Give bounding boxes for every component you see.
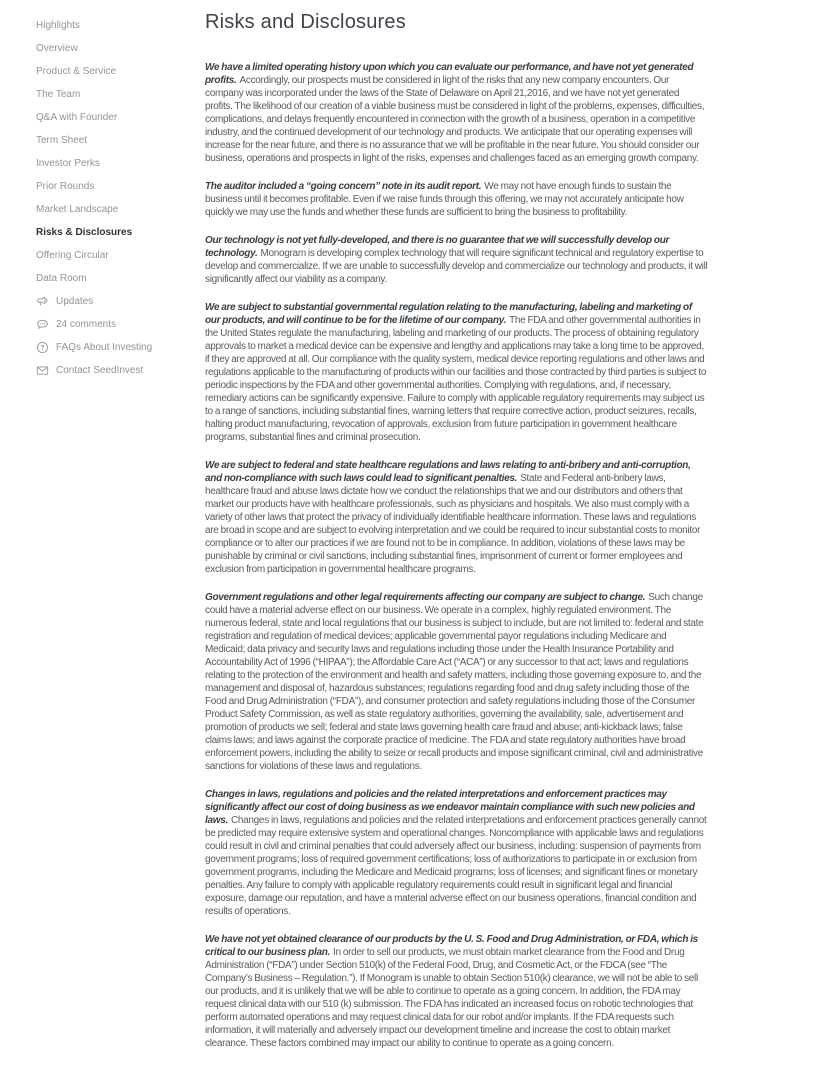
risk-paragraph-8	[205, 933, 708, 1050]
risk-lead: We have not yet obtained clearance of our products by the U. S. Food and Drug Administration, or FDA, which is critical to our business plan.	[205, 934, 698, 958]
risk-paragraph-7	[205, 788, 708, 918]
sidebar-item-comments[interactable]	[36, 313, 194, 336]
sidebar-item-the-team[interactable]: The Team	[36, 89, 81, 100]
risk-body: State and Federal anti-bribery laws, healthcare fraud and abuse laws dictate how we conduct the relationships that we and our distributors and others that market our products have with healthcare professionals, such as physicians and hospitals. We also must comply with a variety of other laws that protect the privacy of individually identifiable healthcare information. These laws and regulations are broad in scope and are subject to evolving interpretation and we could be required to incur substantial costs to monitor compliance or to alter our practices if we are found not to be in compliance. In addition, violations of these laws may be punishable by criminal or civil sanctions, including substantial fines, imprisonment of current or former employees and exclusion from participation in governmental healthcare programs.	[205, 473, 701, 575]
risk-lead: The auditor included a “going concern” note in its audit report.	[205, 181, 482, 192]
svg-text:?: ?	[40, 344, 45, 352]
risk-body: Such change could have a material adverse effect on our business. We operate in a complex, highly regulated environment. The numerous federal, state and local regulations that our business is subject to include, but are not limited to: federal and state registration and regulation of medical devices; applicable governmental payor regulations including Medicare and Medicaid; data privacy and security laws and regulations including those under the Health Insurance Portability and Accountability Act of 1996 (“HIPAA”); the Affordable Care Act (“ACA”) or any successor to that act; laws and regulations relating to the protection of the environment and health and safety matters, including those governing exposure to, and the management and disposal of, hazardous substances; regulations regarding food and drug safety including those of the Food and Drug Administration (“FDA”), and consumer protection and safety regulations including those of the Consumer Product Safety Commission, as well as state regulatory authorities, governing the availability, sale, advertisement and promotion of products we sell; federal and state laws governing health care fraud and abuse; anti-kickback laws; false claims laws; and laws against the corporate practice of medicine. The FDA and state regulatory authorities have broad enforcement powers, including the ability to seize or recall products and impose significant criminal, civil and administrative sanctions for violations of these laws and regulations.	[205, 592, 704, 772]
megaphone-icon	[36, 295, 49, 308]
risk-body: Changes in laws, regulations and policies and the related interpretations and enforcement practices generally cannot be predicted may require extensive system and operational changes. Noncompliance with applicable laws and regulations could result in civil and criminal penalties that could adversely affect our business, including: suspension of payments from government programs; loss of required government certifications; loss of authorizations to participate in or exclusion from government programs, including the Medicare and Medicaid programs; loss of licenses; and significant fines or monetary penalties. Any failure to comply with applicable regulatory requirements could result in significant legal and financial exposure, damage our reputation, and have a material adverse effect on our business operations, financial condition and results of operations.	[205, 815, 707, 917]
sidebar-item-label: FAQs About Investing	[56, 342, 153, 353]
risk-paragraph-3	[205, 234, 708, 286]
risk-lead: Government regulations and other legal requirements affecting our company are subject to change.	[205, 592, 646, 603]
sidebar	[36, 14, 194, 382]
sidebar-item-term-sheet[interactable]: Term Sheet	[36, 135, 88, 146]
risk-paragraph-5	[205, 459, 708, 576]
risk-paragraph-1	[205, 61, 708, 165]
risk-lead: Changes in laws, regulations and policies and the related interpretations and enforcement practices may significantly affect our cost of doing business as we endeavor maintain compliance with such new policies and laws.	[205, 789, 695, 826]
sidebar-item-contact[interactable]	[36, 359, 194, 382]
sidebar-item-label: Updates	[56, 296, 94, 307]
envelope-icon	[36, 364, 49, 377]
sidebar-item-overview[interactable]: Overview	[36, 43, 78, 54]
risk-lead: We are subject to substantial governmental regulation relating to the manufacturing, labeling and marketing of our products, and will continue to be for the lifetime of our company.	[205, 302, 692, 326]
risk-lead: We are subject to federal and state healthcare regulations and laws relating to anti-bribery and anti-corruption, and non-compliance with such laws could lead to significant penalties.	[205, 460, 691, 484]
sidebar-item-faqs[interactable]	[36, 336, 194, 359]
sidebar-item-prior-rounds[interactable]: Prior Rounds	[36, 181, 95, 192]
sidebar-item-label: Contact SeedInvest	[56, 365, 144, 376]
risk-paragraph-6	[205, 591, 708, 773]
risk-body: Accordingly, our prospects must be considered in light of the risks that any new company encounters. Our company was incorporated under the laws of the State of Delaware on April 21,2016, and we have not yet generated profits. The likelihood of our creation of a viable business must be considered in light of the problems, expenses, difficulties, complications, and delays frequently encountered in connection with the growth of a business, operation in a competitive industry, and the continued development of our technology and products. We anticipate that our operating expenses will increase for the near future, and there is no assurance that we will be profitable in the near future. You should consider our business, operations and prospects in light of the risks, expenses and challenges faced as an emerging growth company.	[205, 75, 705, 164]
page-title: Risks and Disclosures	[205, 11, 406, 33]
question-circle-icon	[36, 341, 49, 354]
risk-body: In order to sell our products, we must obtain market clearance from the Food and Drug Administration (“FDA”) under Section 510(k) of the Federal Food, Drug, and Cosmetic Act, or the FDCA (see “The Company’s Business – Regulation.”). If Monogram is unable to obtain Section 510(k) clearance, we will not be able to sell our products, and it is unlikely that we will be able to continue to operate as a going concern. In addition, the FDA may request clinical data with our 510 (k) submission. The FDA has indicated an increased focus on robotic technologies that perform automated operations and may request clinical data for our robot and/or implants. If the FDA requests such information, it will materially and adversely impact our development timeline and increase the cost to obtain market clearance. These factors combined may impact our ability to continue to operate as a going concern.	[205, 947, 698, 1049]
sidebar-item-investor-perks[interactable]: Investor Perks	[36, 158, 100, 169]
sidebar-item-market-landscape[interactable]: Market Landscape	[36, 204, 119, 215]
sidebar-item-updates[interactable]	[36, 290, 194, 313]
sidebar-item-product-service[interactable]: Product & Service	[36, 66, 117, 77]
risk-body: Monogram is developing complex technology that will require significant technical and regulatory expertise to develop and commercialize. If we are unable to successfully develop and commercialize our technology and products, it will significantly affect our viability as a company.	[205, 248, 708, 285]
sidebar-item-label: 24 comments	[56, 319, 117, 330]
speech-bubble-icon	[36, 318, 49, 331]
risk-body: The FDA and other governmental authorities in the United States regulate the manufacturing, labeling and marketing of our products. The process of obtaining regulatory approvals to market a medical device can be expensive and lengthy and applications may take a long time to be approved, if they are approved at all. Our compliance with the quality system, medical device reporting regulations and other laws and regulations applicable to the manufacturing of products within our facilities and those contracted by third parties is subject to periodic inspections by the FDA and other governmental authorities. Complying with regulations, and, if necessary, remediary actions can be significantly expensive. Failure to comply with applicable regulatory requirements may subject us to a range of sanctions, including substantial fines, warning letters that require corrective action, product seizures, recalls, halting product manufacturing, revocation of approvals, exclusion from future participation in government healthcare programs, substantial fines and criminal prosecution.	[205, 315, 707, 443]
risk-lead: Our technology is not yet fully-developed, and there is no guarantee that we will successfully develop our technology.	[205, 235, 670, 259]
risk-lead: We have a limited operating history upon which you can evaluate our performance, and have not yet generated profits.	[205, 62, 694, 86]
sidebar-tools	[36, 290, 194, 382]
sidebar-item-offering-circular[interactable]: Offering Circular	[36, 250, 109, 261]
risk-paragraph-2	[205, 180, 708, 219]
risk-paragraph-4	[205, 301, 708, 444]
sidebar-item-highlights[interactable]: Highlights	[36, 20, 80, 31]
sidebar-item-qa-with-founder[interactable]: Q&A with Founder	[36, 112, 118, 123]
section-nav	[36, 14, 194, 290]
sidebar-item-risks-disclosures[interactable]: Risks & Disclosures	[36, 227, 133, 238]
main-content	[205, 11, 708, 1065]
sidebar-item-data-room[interactable]: Data Room	[36, 273, 87, 284]
risk-body: We may not have enough funds to sustain the business until it becomes profitable. Even if we raise funds through this offering, we may not accurately anticipate how quickly we may use the funds and whether these funds are sufficient to bring the business to profitability.	[205, 181, 684, 218]
